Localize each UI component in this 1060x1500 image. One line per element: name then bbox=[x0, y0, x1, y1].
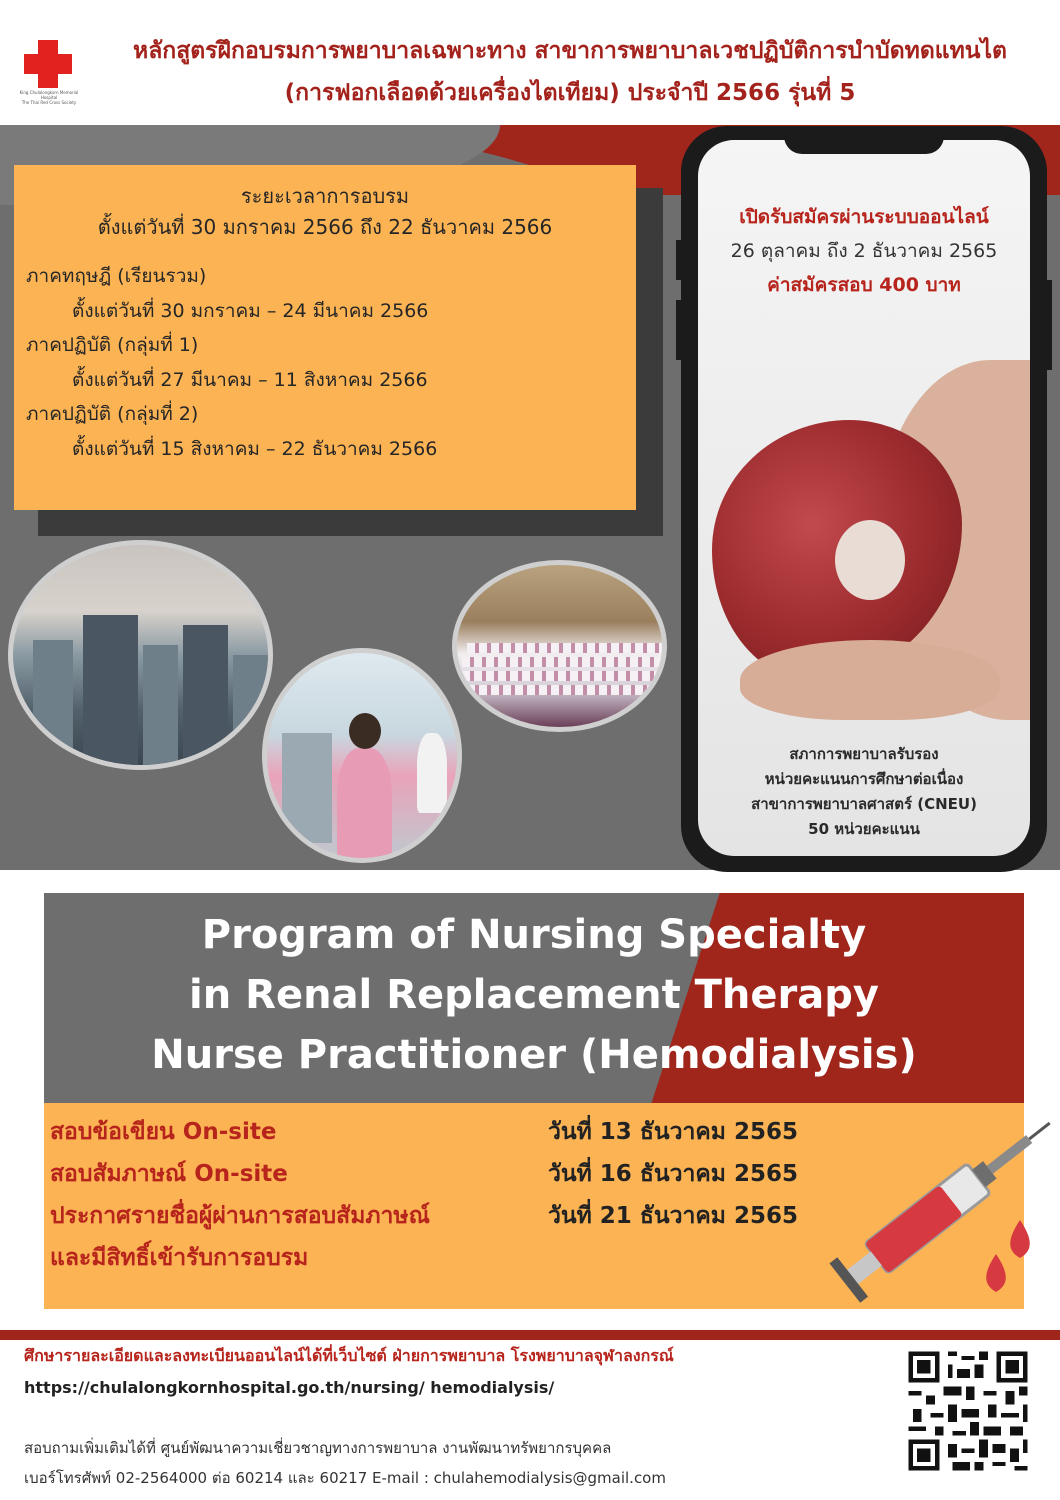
phone-notch bbox=[784, 128, 944, 154]
title-line-2: (การฟอกเลือดด้วยเครื่องไตเทียม) ประจำปี 2566 รุ่นที่ 5 bbox=[284, 80, 856, 106]
accred-line: สาขาการพยาบาลศาสตร์ (CNEU) bbox=[751, 795, 977, 813]
phone-button bbox=[676, 240, 682, 280]
schedule-line: ภาคปฏิบัติ (กลุ่มที่ 2) bbox=[26, 403, 199, 425]
exam-label: ประกาศรายชื่อผู้ผ่านการสอบสัมภาษณ์ bbox=[50, 1203, 430, 1229]
registration-fee: ค่าสมัครสอบ 400 บาท bbox=[767, 274, 961, 296]
schedule-line: ตั้งแต่วันที่ 15 สิงหาคม – 22 ธันวาคม 2566 bbox=[72, 437, 438, 460]
phone-button bbox=[676, 300, 682, 360]
program-title-line: Program of Nursing Specialty bbox=[201, 912, 867, 958]
registration-period: 26 ตุลาคม ถึง 2 ธันวาคม 2565 bbox=[730, 240, 998, 262]
graduation-group-photo bbox=[452, 560, 667, 732]
program-title-line: in Renal Replacement Therapy bbox=[189, 972, 879, 1018]
exam-date: วันที่ 16 ธันวาคม 2565 bbox=[548, 1161, 798, 1187]
logo-caption: King Chulalongkorn Memorial Hospital The Thai Red Cross Society bbox=[19, 90, 79, 105]
red-cross-logo bbox=[19, 40, 79, 105]
schedule-line: ภาคทฤษฎี (เรียนรวม) bbox=[26, 265, 207, 287]
header bbox=[0, 0, 1060, 125]
accreditation-text bbox=[698, 742, 1030, 842]
exam-date: วันที่ 21 ธันวาคม 2565 bbox=[548, 1203, 798, 1229]
program-title bbox=[44, 905, 1024, 1085]
exam-label: สอบข้อเขียน On-site bbox=[50, 1119, 277, 1145]
schedule-heading: ระยะเวลาการอบรม bbox=[240, 184, 410, 208]
schedule-line: ตั้งแต่วันที่ 30 มกราคม – 24 มีนาคม 2566 bbox=[72, 299, 429, 322]
hospital-city-photo bbox=[8, 540, 273, 770]
schedule-overall: ตั้งแต่วันที่ 30 มกราคม 2566 ถึง 22 ธันวาคม 2566 bbox=[97, 215, 553, 239]
qr-code-icon[interactable] bbox=[904, 1347, 1032, 1475]
syringe-icon bbox=[820, 1100, 1060, 1320]
accred-line: หน่วยคะแนนการศึกษาต่อเนื่อง bbox=[764, 770, 964, 788]
exam-date: วันที่ 13 ธันวาคม 2565 bbox=[548, 1119, 798, 1145]
schedule-box bbox=[14, 165, 636, 510]
program-title-band bbox=[44, 893, 1024, 1103]
schedule-line: ภาคปฏิบัติ (กลุ่มที่ 1) bbox=[26, 334, 199, 356]
phone-button bbox=[1046, 280, 1052, 370]
schedule-line: ตั้งแต่วันที่ 27 มีนาคม – 11 สิงหาคม 2566 bbox=[72, 368, 428, 391]
title-line-1: หลักสูตรฝึกอบรมการพยาบาลเฉพาะทาง สาขาการพยาบาลเวชปฏิบัติการบำบัดทดแทนไต bbox=[133, 38, 1007, 64]
exam-label: และมีสิทธิ์เข้ารับการอบรม bbox=[50, 1245, 309, 1271]
footer-contact: สอบถามเพิ่มเติมได้ที่ ศูนย์พัฒนาความเชี่ยวชาญทางการพยาบาล งานพัฒนาทรัพยากรบุคคล bbox=[24, 1439, 612, 1457]
registration-heading: เปิดรับสมัครผ่านระบบออนไลน์ bbox=[739, 206, 989, 228]
page-title bbox=[95, 30, 1045, 114]
accred-line: 50 หน่วยคะแนน bbox=[808, 820, 920, 838]
accred-line: สภาการพยาบาลรับรอง bbox=[789, 745, 939, 763]
footer-info: ศึกษารายละเอียดและลงทะเบียนออนไลน์ได้ที่เว็บไซต์ ฝ่ายการพยาบาล โรงพยาบาลจุฬาลงกรณ์ bbox=[24, 1346, 674, 1365]
program-title-line: Nurse Practitioner (Hemodialysis) bbox=[151, 1032, 917, 1078]
footer-url-link[interactable]: https://chulalongkornhospital.go.th/nursing/ hemodialysis/ bbox=[24, 1378, 555, 1397]
registration-info bbox=[698, 200, 1030, 302]
footer-phone-email: เบอร์โทรศัพท์ 02-2564000 ต่อ 60214 และ 60217 E-mail : chulahemodialysis@gmail.com bbox=[24, 1469, 666, 1487]
dialysis-nurse-photo bbox=[262, 648, 462, 863]
exam-label: สอบสัมภาษณ์ On-site bbox=[50, 1161, 288, 1187]
